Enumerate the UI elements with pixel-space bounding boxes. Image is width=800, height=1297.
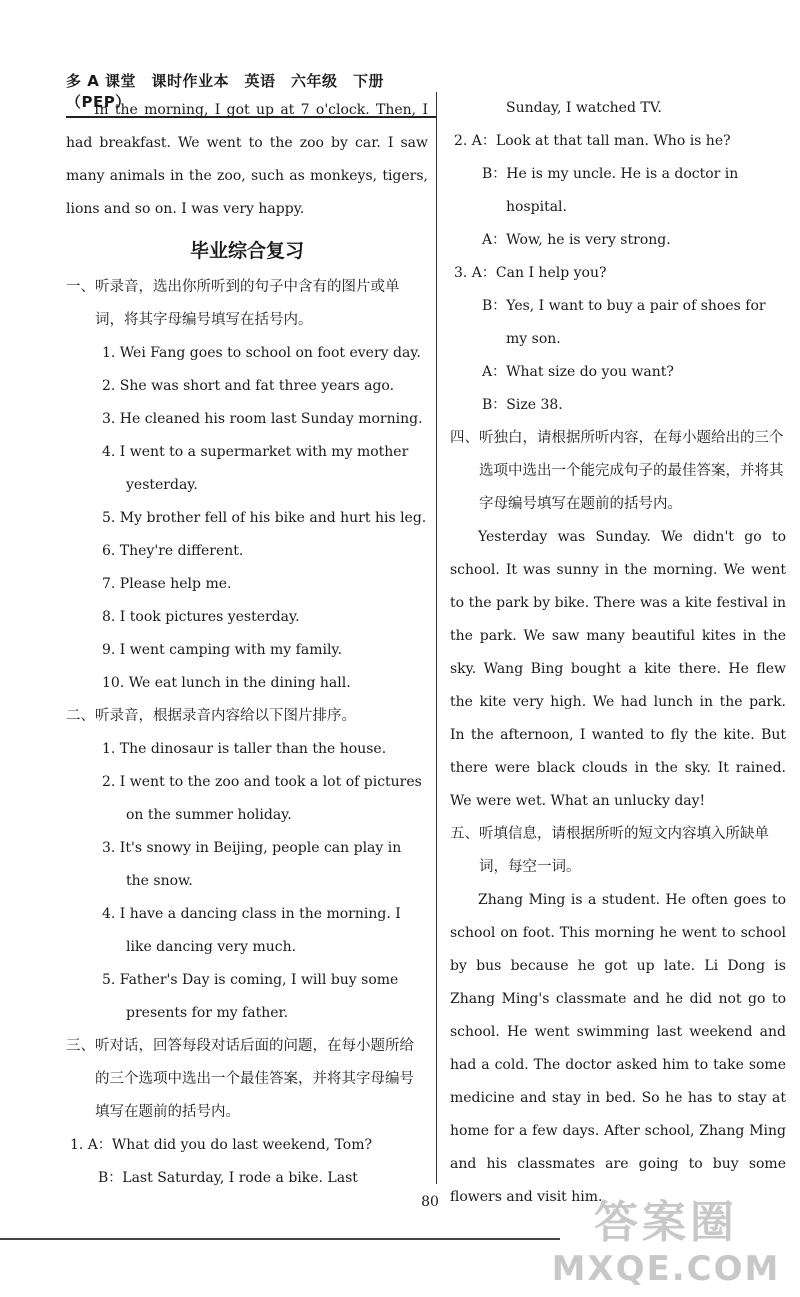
intro-passage: In the morning, I got up at 7 o'clock. Then, I had breakfast. We went to the zoo by car. I saw many animals in the zoo, such as monkeys, tigers, lions and so on. I was very happy. (66, 102, 428, 217)
watermark-text-cn: 答案圈 (594, 1197, 738, 1248)
question-1-item: 3. He cleaned his room last Sunday morning. (102, 411, 423, 427)
question-1-item: 5. My brother fell of his bike and hurt his leg. (102, 510, 427, 526)
dialogue-line: A：What size do you want? (482, 364, 674, 380)
left-column (66, 94, 428, 1195)
section-title: 毕业综合复习 (189, 240, 304, 262)
dialogue-line: A：Wow, he is very strong. (482, 232, 671, 248)
dialogue-line: 3. A：Can I help you? (454, 265, 607, 281)
question-1-item: 7. Please help me. (102, 576, 232, 592)
question-2-item: 1. The dinosaur is taller than the house. (102, 741, 387, 757)
dialogue-line: B：He is my uncle. He is a doctor in hospital. (482, 166, 739, 215)
question-5-heading: 五、听填信息，请根据所听的短文内容填入所缺单词，每空一词。 (450, 826, 769, 875)
right-column (450, 92, 786, 1214)
question-2-item: 5. Father's Day is coming, I will buy some presents for my father. (102, 972, 399, 1021)
dialogue-line: B：Last Saturday, I rode a bike. Last (98, 1170, 358, 1186)
dialogue-line: B：Yes, I want to buy a pair of shoes for my son. (482, 298, 766, 347)
question-1-item: 4. I went to a supermarket with my mother yesterday. (102, 444, 409, 493)
page-header: 多 A 课堂 课时作业本 英语 六年级 下册（PEP） (66, 70, 436, 118)
question-1-item: 1. Wei Fang goes to school on foot every day. (102, 345, 421, 361)
question-1-item: 8. I took pictures yesterday. (102, 609, 300, 625)
question-1-item: 6. They're different. (102, 543, 244, 559)
dialogue-line: Sunday, I watched TV. (506, 100, 662, 116)
dialogue-line: 2. A：Look at that tall man. Who is he? (454, 133, 731, 149)
watermark-logo (546, 1197, 786, 1289)
question-1-item: 10. We eat lunch in the dining hall. (102, 675, 351, 691)
watermark-text-en: MXQE.COM (551, 1249, 781, 1289)
question-2-item: 4. I have a dancing class in the morning. I like dancing very much. (102, 906, 401, 955)
dialogue-line: B：Size 38. (482, 397, 563, 413)
question-2-item: 2. I went to the zoo and took a lot of pictures on the summer holiday. (102, 774, 422, 823)
question-4-passage: Yesterday was Sunday. We didn't go to school. It was sunny in the morning. We went to the park by bike. There was a kite festival in the park. We saw many beautiful kites in the sky. Wang Bing bought a kite there. He flew the kite very high. We had lunch in the park. In the afternoon, I wanted to fly the kite. But there were black clouds in the sky. It rained. We were wet. What an unlucky day! (450, 529, 786, 809)
question-1-item: 9. I went camping with my family. (102, 642, 342, 658)
question-5-passage: Zhang Ming is a student. He often goes to school on foot. This morning he went to school by bus because he got up late. Li Dong is Zhang Ming's classmate and he did not go to school. He went swimming last weekend and had a cold. The doctor asked him to take some medicine and stay in bed. So he has to stay at home for a few days. After school, Zhang Ming and his classmates are going to buy some flowers and visit him. (450, 892, 786, 1205)
question-3-heading: 三、听对话，回答每段对话后面的问题，在每小题所给的三个选项中选出一个最佳答案，并将其字母编号填写在题前的括号内。 (66, 1038, 414, 1120)
footer-rule (0, 1238, 560, 1240)
question-1-heading: 一、听录音，选出你所听到的句子中含有的图片或单词，将其字母编号填写在括号内。 (66, 279, 400, 328)
page-number: 80 (421, 1194, 439, 1210)
question-2-heading: 二、听录音，根据录音内容给以下图片排序。 (66, 708, 356, 724)
question-4-heading: 四、听独白，请根据所听内容，在每小题给出的三个选项中选出一个能完成句子的最佳答案，并将其字母编号填写在题前的括号内。 (450, 430, 784, 512)
question-1-item: 2. She was short and fat three years ago. (102, 378, 395, 394)
question-2-item: 3. It's snowy in Beijing, people can play in the snow. (102, 840, 402, 889)
column-divider (436, 92, 437, 1184)
dialogue-line: 1. A：What did you do last weekend, Tom? (70, 1137, 372, 1153)
